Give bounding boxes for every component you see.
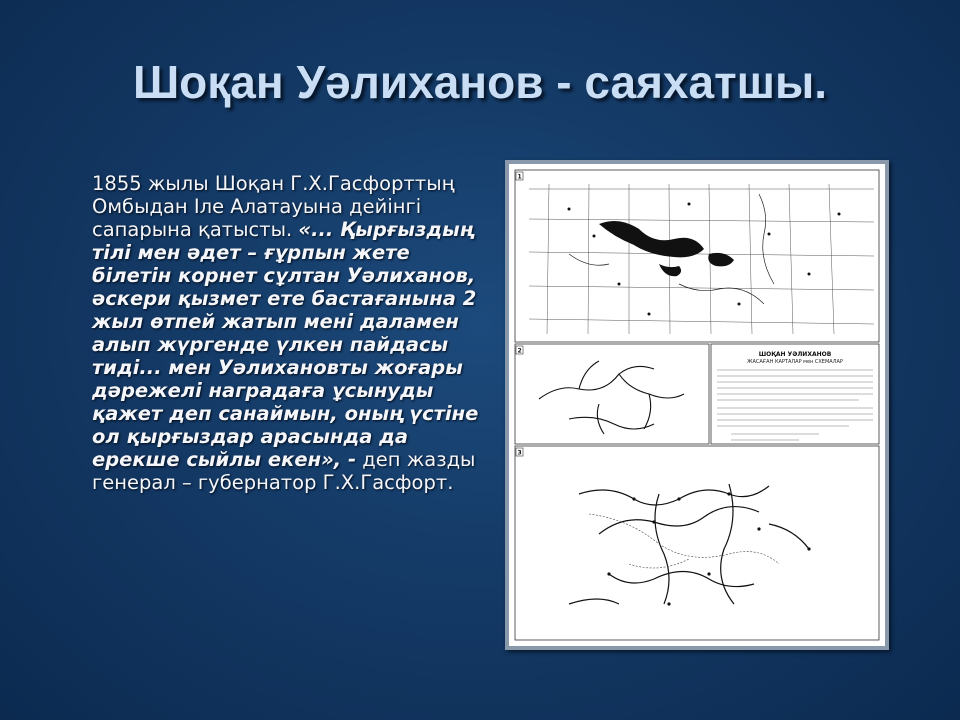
legend-subtitle: ЖАСАҒАН КАРТАЛАР мен СХЕМАЛАР (747, 359, 843, 365)
map-panel-1 (515, 170, 879, 342)
maps-illustration (509, 164, 885, 646)
text-intro: 1855 жылы Шоқан Г.Х.Гасфорттың Омбыдан Іле Алатауына дейінгі сапарына қатысты. (92, 172, 455, 241)
text-outro: деп жазды генерал – губернатор Г.Х.Гасфорт. (92, 448, 476, 494)
maps-image (505, 160, 889, 650)
text-quote: «... Қырғыздың тілі мен әдет – ғұрпын жете білетін корнет сұлтан Уәлиханов, әскери қызмет ете бастағанына 2 жыл өтпей жатып мені даламен алып жүргенде үлкен пайдасы тиді... мен Уәлихановты жоғары дәрежелі наградаға ұсынуды қажет деп санаймын, оның үстіне ол қырғыздар арасында да ерекше сыйлы екен», - (92, 218, 479, 471)
map-panel-3 (515, 446, 879, 640)
legend-title: ШОҚАН УӘЛИХАНОВ (758, 351, 832, 358)
panel-number-3: 3 (517, 449, 522, 457)
slide-title: Шоқан Уәлиханов - саяхатшы. (132, 56, 828, 108)
panel-number-2: 2 (517, 347, 522, 355)
map-panel-2 (515, 344, 879, 444)
slide-body-text (92, 172, 482, 494)
panel-number-1: 1 (517, 173, 522, 181)
